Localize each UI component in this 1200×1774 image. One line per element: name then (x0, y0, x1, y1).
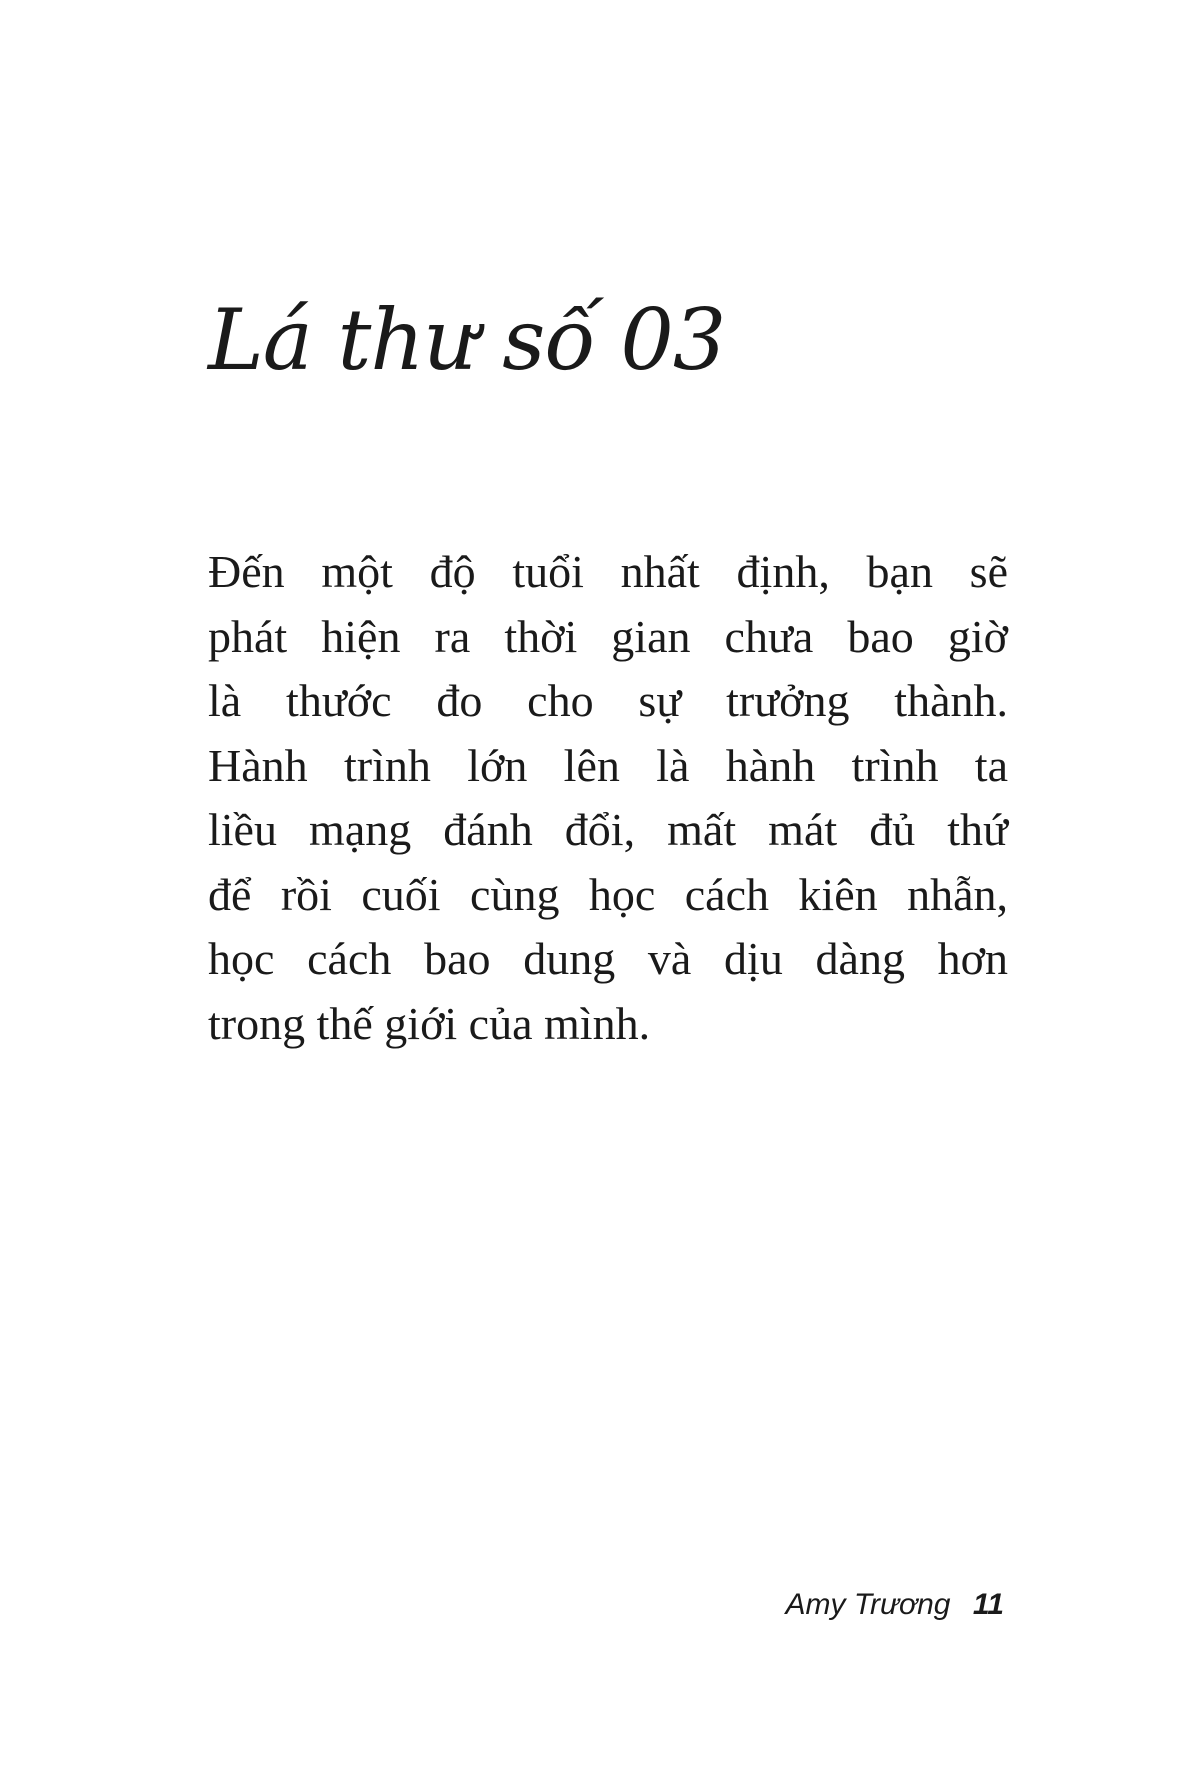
body-line: trong thế giới của mình. (208, 997, 651, 1049)
letter-title: Lá thư số 03 (208, 291, 726, 389)
letter-body (208, 540, 1008, 1056)
body-line: liều mạng đánh đổi, mất mát đủ thứ (208, 804, 1008, 855)
body-line: học cách bao dung và dịu dàng hơn (208, 933, 1008, 984)
body-line: để rồi cuối cùng học cách kiên nhẫn, (208, 868, 1008, 920)
page-footer (786, 1588, 1004, 1622)
body-line: phát hiện ra thời gian chưa bao giờ (208, 610, 1008, 662)
body-line: Đến một độ tuổi nhất định, bạn sẽ (208, 546, 1008, 597)
footer-author: Amy Trương (785, 1588, 951, 1621)
page-number: 11 (972, 1588, 1004, 1621)
body-line: Hành trình lớn lên là hành trình ta (208, 739, 1008, 791)
body-line: là thước đo cho sự trưởng thành. (208, 675, 1008, 726)
